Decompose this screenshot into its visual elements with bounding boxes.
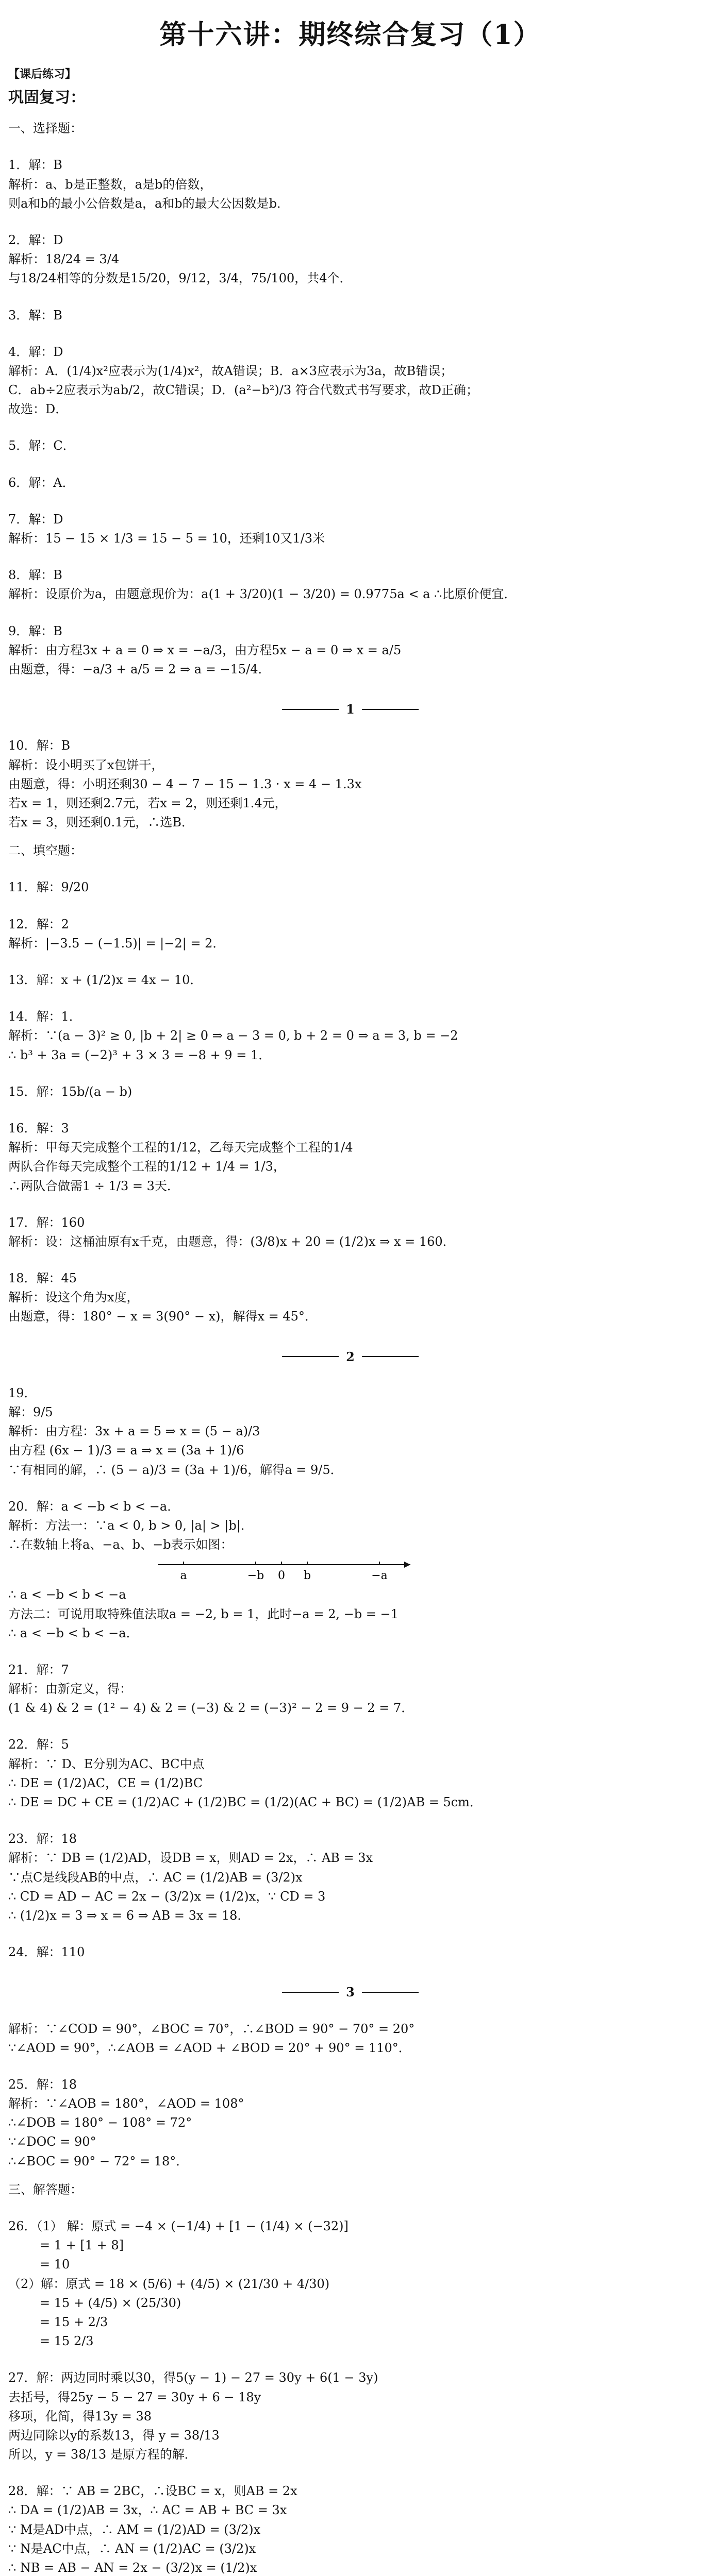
problem-block: [8, 1119, 692, 1196]
choice-problems-part-2: [8, 736, 692, 832]
solution-line: ∵∠DOC = 90°: [8, 2134, 96, 2149]
page-number: 2: [346, 1349, 355, 1364]
solution-line: 19．: [8, 1385, 37, 1400]
solution-line: 9．解：B: [8, 623, 62, 638]
solution-line: ∵∠AOD = 90°，∴∠AOB = ∠AOD + ∠BOD = 20° + 90° = 110°．: [8, 2040, 411, 2055]
solution-line: ∴在数轴上将a、−a、b、−b表示如图：: [8, 1537, 233, 1552]
problem-block: [8, 2368, 692, 2464]
solution-line: C．ab÷2应表示为ab/2，故C错误；D．(a²−b²)/3 符合代数式书写要求，故D正确；: [8, 383, 479, 398]
solution-line: 20．解：a < −b < b < −a．: [8, 1499, 180, 1514]
solution-line: 由题意，得：180° − x = 3(90° − x)，解得x = 45°．: [8, 1309, 317, 1324]
solution-line: 解析：∵∠COD = 90°，∠BOC = 70°，∴∠BOD = 90° − 70° = 20°: [8, 2021, 415, 2036]
number-line-label: −a: [371, 1569, 388, 1583]
divider-rule: [282, 1992, 339, 1993]
solution-line: ∵ M是AD中点，∴ AM = (1/2)AD = (3/2)x: [8, 2522, 261, 2537]
solution-line: 解析：a、b是正整数，a是b的倍数，: [8, 177, 212, 192]
document-content: [8, 0, 692, 2576]
solution-line: 解：9/5: [8, 1405, 53, 1419]
solution-line: 由题意，得：−a/3 + a/5 = 2 ⇒ a = −15/4．: [8, 662, 271, 676]
solve-problems: [8, 2217, 692, 2576]
solution-line: ∴ DE = DC + CE = (1/2)AC + (1/2)BC = (1/2)(AC + BC) = (1/2)AB = 5cm．: [8, 1795, 482, 1809]
solution-line: 解析：设小明买了x包饼干，: [8, 757, 164, 772]
divider-rule: [282, 1356, 339, 1357]
solution-line: 解析：设原价为a，由题意现价为：a(1 + 3/20)(1 − 3/20) = 0.9775a < a ∴比原价便宜．: [8, 587, 517, 602]
divider-rule: [282, 709, 339, 710]
solution-line: = 15 + 2/3: [8, 2314, 108, 2329]
problem-block: [8, 878, 692, 897]
solution-line: 4．解：D: [8, 344, 63, 359]
page-divider: [8, 1347, 692, 1366]
solution-line: 由题意，得：小明还剩30 − 4 − 7 − 15 − 1.3 · x = 4 − 1.3x: [8, 776, 362, 791]
solution-line: 所以，y = 38/13 是原方程的解．: [8, 2447, 197, 2462]
section-heading-fill: 二、填空题：: [8, 843, 82, 858]
section-heading-solve: 三、解答题：: [8, 2182, 82, 2197]
divider-rule: [362, 1356, 419, 1357]
solution-line: ∴ NB = AB − AN = 2x − (3/2)x = (1/2)x: [8, 2561, 257, 2575]
page-number: 1: [346, 702, 355, 717]
solution-line: 23．解：18: [8, 1832, 77, 1846]
solution-line: 解析：∵ DB = (1/2)AD，设DB = x，则AD = 2x，∴ AB = 3x: [8, 1851, 373, 1866]
page-title: 第十六讲：期终综合复习（1）: [159, 19, 541, 50]
solution-line: ∵有相同的解，∴ (5 − a)/3 = (3a + 1)/6，解得a = 9/5．: [8, 1462, 343, 1477]
solution-line: 解析：甲每天完成整个工程的1/12，乙每天完成整个工程的1/4: [8, 1140, 353, 1155]
choice-problems-part-1: [8, 156, 692, 679]
solution-line: （2）解：原式 = 18 × (5/6) + (4/5) × (21/30 + 4/30): [8, 2276, 330, 2291]
problem-block: [8, 2075, 692, 2171]
solution-line: 两边同除以y的系数13，得 y = 38/13: [8, 2428, 220, 2443]
solution-line: 解析：设：这桶油原有x千克，由题意，得：(3/8)x + 20 = (1/2)x ⇒ x = 160．: [8, 1234, 455, 1249]
solution-line: 解析：由新定义，得：: [8, 1682, 132, 1697]
problem-block: [8, 510, 692, 548]
problem-block: [8, 2482, 692, 2576]
solution-line: 15．解：15b/(a − b): [8, 1084, 132, 1099]
problem-block: [8, 156, 692, 213]
solution-line: ∴∠BOC = 90° − 72° = 18°．: [8, 2154, 189, 2168]
solution-line: 25．解：18: [8, 2077, 77, 2092]
solution-line: 解析：由方程3x + a = 0 ⇒ x = −a/3，由方程5x − a = 0 ⇒ x = a/5: [8, 642, 402, 657]
solution-line: 若x = 1，则还剩2.7元，若x = 2，则还剩1.4元，: [8, 795, 287, 810]
solution-line: 解析：方法一：∵a < 0, b > 0, |a| > |b|．: [8, 1518, 253, 1533]
page-number: 3: [346, 1985, 355, 2000]
solution-line: 14．解：1．: [8, 1009, 81, 1024]
solution-line: 由方程 (6x − 1)/3 = a ⇒ x = (3a + 1)/6: [8, 1443, 244, 1458]
solution-line: 6．解：A．: [8, 475, 75, 490]
number-line-label: a: [180, 1569, 187, 1583]
section-heading-choice: 一、选择题：: [8, 121, 82, 136]
solution-line: 18．解：45: [8, 1271, 77, 1286]
problem-block: [8, 1213, 692, 1251]
page-divider: [8, 700, 692, 719]
solution-line: = 15 + (4/5) × (25/30): [8, 2295, 181, 2310]
solution-line: ∴ a < −b < b < −a: [8, 1587, 126, 1602]
fill-problems-part-1: [8, 878, 692, 1326]
solution-line: 解析：设这个角为x度，: [8, 1290, 139, 1305]
solution-line: 与18/24相等的分数是15/20，9/12，3/4，75/100，共4个．: [8, 271, 352, 286]
solution-line: ∴ b³ + 3a = (−2)³ + 3 × 3 = −8 + 9 = 1．: [8, 1047, 271, 1062]
solution-line: 移项，化简，得13y = 38: [8, 2409, 152, 2424]
solution-line: ∴ DA = (1/2)AB = 3x，∴ AC = AB + BC = 3x: [8, 2503, 287, 2518]
number-line-label: 0: [278, 1569, 285, 1583]
solution-line: = 1 + [1 + 8]: [8, 2238, 124, 2253]
solution-line: = 15 2/3: [8, 2334, 94, 2349]
problem-block: [8, 1269, 692, 1327]
divider-rule: [362, 709, 419, 710]
problem-block: [8, 1007, 692, 1065]
solution-line: 8．解：B: [8, 568, 62, 583]
solution-line: 13．解：x + (1/2)x = 4x − 10．: [8, 973, 203, 987]
solution-line: ∵ N是AC中点，∴ AN = (1/2)AC = (3/2)x: [8, 2541, 256, 2556]
problem-block: [8, 971, 692, 990]
solution-line: 10．解：B: [8, 738, 71, 753]
problem-block: [8, 231, 692, 289]
solution-line: 解析：由方程：3x + a = 5 ⇒ x = (5 − a)/3: [8, 1424, 260, 1439]
solution-line: 24．解：110: [8, 1945, 85, 1960]
fill-problems-part-2: [8, 1384, 692, 1962]
solution-line: 11．解：9/20: [8, 880, 89, 895]
solution-line: 27．解：两边同时乘以30，得5(y − 1) − 27 = 30y + 6(1 − 3y): [8, 2370, 378, 2385]
solution-line: 解析：18/24 = 3/4: [8, 252, 120, 267]
problem-block: [8, 736, 692, 832]
solution-line: ∴ (1/2)x = 3 ⇒ x = 6 ⇒ AB = 3x = 18．: [8, 1908, 250, 1923]
problem-block: [8, 306, 692, 325]
problem-block: [8, 1829, 692, 1925]
problem-block: [8, 622, 692, 680]
number-line-label: b: [303, 1569, 311, 1583]
solution-line: ∴ CD = AD − AC = 2x − (3/2)x = (1/2)x，∵ CD = 3: [8, 1889, 326, 1904]
problem-block: [8, 1082, 692, 1101]
solution-line: 去括号，得25y − 5 − 27 = 30y + 6 − 18y: [8, 2389, 261, 2404]
problem-block: [8, 436, 692, 455]
solution-line: 故选：D．: [8, 402, 68, 417]
solution-line: 若x = 3，则还剩0.1元，∴选B．: [8, 815, 194, 830]
solution-line: 则a和b的最小公倍数是a，a和b的最大公因数是b．: [8, 196, 290, 211]
solution-line: ∵点C是线段AB的中点，∴ AC = (1/2)AB = (3/2)x: [8, 1870, 303, 1885]
solution-line: = 10: [8, 2257, 70, 2272]
problem-block: [8, 2020, 692, 2058]
solution-line: 28．解：∵ AB = 2BC，∴设BC = x，则AB = 2x: [8, 2484, 297, 2499]
solution-line: 方法二：可说用取特殊值法取a = −2, b = 1，此时−a = 2, −b = −1: [8, 1606, 399, 1621]
review-subtitle: 巩固复习：: [8, 88, 86, 107]
solution-line: 5．解：C．: [8, 438, 75, 453]
solution-line: 解析：A．(1/4)x²应表示为(1/4)x²，故A错误；B．a×3应表示为3a，故B错误；: [8, 363, 453, 378]
solution-line: 解析：∵(a − 3)² ≥ 0, |b + 2| ≥ 0 ⇒ a − 3 = 0, b + 2 = 0 ⇒ a = 3, b = −2: [8, 1028, 458, 1043]
solution-line: 16．解：3: [8, 1121, 69, 1136]
solution-line: 解析：∵∠AOB = 180°，∠AOD = 108°: [8, 2096, 244, 2111]
problem-block: [8, 2217, 692, 2351]
solution-line: 1．解：B: [8, 158, 62, 173]
solution-line: ∴两队合做需1 ÷ 1/3 = 3天．: [8, 1178, 179, 1193]
solution-line: 26．（1） 解：原式 = −4 × (−1/4) + [1 − (1/4) × (−32)]: [8, 2219, 349, 2233]
problem-block: [8, 1735, 692, 1812]
solution-line: 解析：|−3.5 − (−1.5)| = |−2| = 2．: [8, 936, 225, 951]
solution-line: 17．解：160: [8, 1215, 85, 1230]
solution-line: 解析：∵ D、E分别为AC、BC中点: [8, 1756, 205, 1771]
solution-line: 22．解：5: [8, 1737, 69, 1752]
number-line-svg: [153, 1554, 421, 1585]
problem-block: [8, 473, 692, 493]
number-line-arrow: [404, 1562, 410, 1568]
problem-block: [8, 566, 692, 604]
solution-line: 21．解：7: [8, 1662, 69, 1677]
problem-block: [8, 1943, 692, 1962]
solution-line: ∴ a < −b < b < −a．: [8, 1625, 139, 1640]
number-line-figure: [153, 1554, 421, 1585]
exercise-tag: 【课后练习】: [8, 67, 77, 81]
fill-problems-part-3: [8, 2020, 692, 2171]
problem-block: [8, 1497, 692, 1643]
page-divider: [8, 1982, 692, 2002]
problem-block: [8, 915, 692, 953]
solution-line: 7．解：D: [8, 512, 63, 527]
divider-rule: [362, 1992, 419, 1993]
solution-line: ∴ DE = (1/2)AC，CE = (1/2)BC: [8, 1775, 203, 1790]
solution-line: 3．解：B: [8, 308, 62, 323]
solution-line: 两队合作每天完成整个工程的1/12 + 1/4 = 1/3，: [8, 1159, 286, 1174]
number-line-label: −b: [247, 1569, 264, 1583]
solution-line: ∴∠DOB = 180° − 108° = 72°: [8, 2115, 192, 2130]
problem-block: [8, 1660, 692, 1718]
solution-line: (1 & 4) & 2 = (1² − 4) & 2 = (−3) & 2 = (−3)² − 2 = 9 − 2 = 7．: [8, 1701, 414, 1716]
problem-block: [8, 1384, 692, 1480]
solution-line: 2．解：D: [8, 232, 63, 247]
solution-line: 解析：15 − 15 × 1/3 = 15 − 5 = 10，还剩10又1/3米: [8, 531, 325, 546]
solution-line: 12．解：2: [8, 917, 69, 931]
problem-block: [8, 343, 692, 419]
